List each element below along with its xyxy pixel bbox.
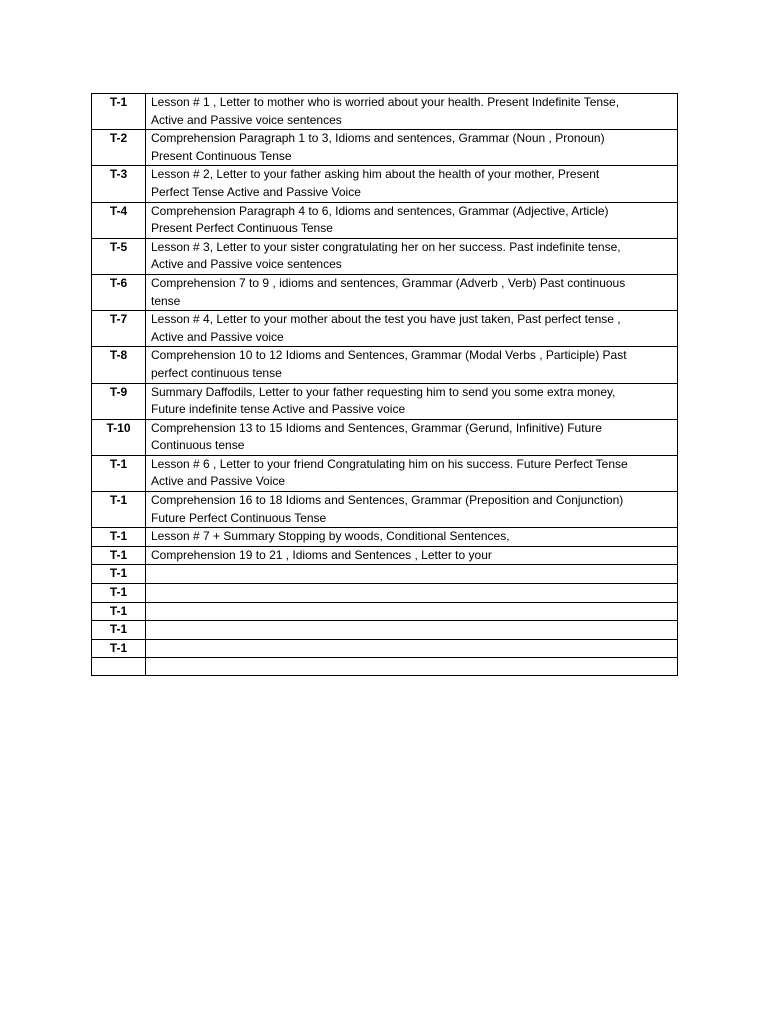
test-code-cell: T-1 bbox=[92, 584, 146, 603]
topic-cell bbox=[146, 584, 678, 603]
topic-line: Comprehension 7 to 9 , idioms and sentences, Grammar (Adverb , Verb) Past continuous bbox=[151, 275, 626, 290]
topic-cell bbox=[146, 419, 678, 455]
table-row bbox=[92, 602, 678, 621]
test-code-cell: T-1 bbox=[92, 94, 146, 130]
table-row bbox=[92, 528, 678, 547]
topic-line: Future Perfect Continuous Tense bbox=[151, 510, 327, 525]
test-code-cell: T-5 bbox=[92, 238, 146, 274]
topic-line: perfect continuous tense bbox=[151, 365, 282, 380]
table-row bbox=[92, 419, 678, 455]
test-code-cell: T-6 bbox=[92, 274, 146, 310]
lesson-schedule-table bbox=[91, 93, 678, 676]
test-code-cell: T-10 bbox=[92, 419, 146, 455]
topic-cell bbox=[146, 621, 678, 640]
topic-cell bbox=[146, 455, 678, 491]
test-code-cell: T-1 bbox=[92, 492, 146, 528]
table-row bbox=[92, 166, 678, 202]
topic-line: Active and Passive voice sentences bbox=[151, 112, 342, 127]
table-row bbox=[92, 658, 678, 676]
test-code-cell: T-1 bbox=[92, 602, 146, 621]
topic-line: tense bbox=[151, 293, 181, 308]
table-row bbox=[92, 455, 678, 491]
topic-cell bbox=[146, 130, 678, 166]
test-code-cell: T-1 bbox=[92, 546, 146, 565]
topic-cell bbox=[146, 602, 678, 621]
test-code-cell: T-9 bbox=[92, 383, 146, 419]
table-row bbox=[92, 202, 678, 238]
topic-line: Present Perfect Continuous Tense bbox=[151, 221, 333, 236]
topic-cell bbox=[146, 166, 678, 202]
table-row bbox=[92, 639, 678, 658]
table-row bbox=[92, 546, 678, 565]
table-row bbox=[92, 274, 678, 310]
topic-cell bbox=[146, 94, 678, 130]
topic-line: Active and Passive voice bbox=[151, 329, 284, 344]
topic-line: Present Continuous Tense bbox=[151, 148, 292, 163]
topic-line: Active and Passive voice sentences bbox=[151, 257, 342, 272]
table-row bbox=[92, 311, 678, 347]
test-code-cell bbox=[92, 658, 146, 676]
topic-cell bbox=[146, 639, 678, 658]
table-row bbox=[92, 584, 678, 603]
test-code-cell: T-8 bbox=[92, 347, 146, 383]
test-code-cell: T-1 bbox=[92, 528, 146, 547]
table-row bbox=[92, 238, 678, 274]
test-code-cell: T-1 bbox=[92, 621, 146, 640]
topic-line: Lesson # 1 , Letter to mother who is worried about your health. Present Indefinite Tense, bbox=[151, 95, 620, 109]
topic-cell bbox=[146, 274, 678, 310]
schedule-table-body bbox=[92, 94, 678, 676]
table-row bbox=[92, 94, 678, 130]
test-code-cell: T-4 bbox=[92, 202, 146, 238]
topic-cell bbox=[146, 528, 678, 547]
test-code-cell: T-1 bbox=[92, 639, 146, 658]
topic-line: Comprehension 16 to 18 Idioms and Sentences, Grammar (Preposition and Conjunction) bbox=[151, 493, 624, 508]
topic-line: Lesson # 3, Letter to your sister congratulating her on her success. Past indefinite tense, bbox=[151, 239, 621, 254]
table-row bbox=[92, 621, 678, 640]
topic-line: Comprehension Paragraph 1 to 3, Idioms and sentences, Grammar (Noun , Pronoun) bbox=[151, 131, 605, 146]
table-row bbox=[92, 565, 678, 584]
topic-line: Perfect Tense Active and Passive Voice bbox=[151, 184, 361, 199]
topic-cell bbox=[146, 565, 678, 584]
test-code-cell: T-2 bbox=[92, 130, 146, 166]
test-code-cell: T-1 bbox=[92, 455, 146, 491]
topic-cell bbox=[146, 202, 678, 238]
topic-line: Comprehension Paragraph 4 to 6, Idioms and sentences, Grammar (Adjective, Article) bbox=[151, 203, 609, 218]
topic-line: Comprehension 13 to 15 Idioms and Sentences, Grammar (Gerund, Infinitive) Future bbox=[151, 420, 602, 435]
topic-cell bbox=[146, 546, 678, 565]
topic-cell bbox=[146, 347, 678, 383]
topic-line: Summary Daffodils, Letter to your father requesting him to send you some extra money, bbox=[151, 384, 616, 399]
topic-line: Active and Passive Voice bbox=[151, 474, 286, 489]
table-row bbox=[92, 347, 678, 383]
table-row bbox=[92, 383, 678, 419]
topic-line: Lesson # 4, Letter to your mother about the test you have just taken, Past perfect tense , bbox=[151, 312, 621, 327]
topic-cell bbox=[146, 383, 678, 419]
topic-cell bbox=[146, 238, 678, 274]
topic-line: Future indefinite tense Active and Passive voice bbox=[151, 402, 406, 417]
topic-line: Lesson # 7 + Summary Stopping by woods, Conditional Sentences, bbox=[151, 529, 510, 544]
table-row bbox=[92, 130, 678, 166]
topic-line: Lesson # 6 , Letter to your friend Congratulating him on his success. Future Perfect Tense bbox=[151, 456, 628, 471]
topic-cell bbox=[146, 311, 678, 347]
topic-line: Continuous tense bbox=[151, 438, 245, 453]
test-code-cell: T-1 bbox=[92, 565, 146, 584]
topic-line: Comprehension 10 to 12 Idioms and Sentences, Grammar (Modal Verbs , Participle) Past bbox=[151, 348, 627, 363]
topic-line: Lesson # 2, Letter to your father asking him about the health of your mother, Present bbox=[151, 167, 600, 182]
table-row bbox=[92, 492, 678, 528]
topic-cell bbox=[146, 492, 678, 528]
test-code-cell: T-7 bbox=[92, 311, 146, 347]
topic-line: Comprehension 19 to 21 , Idioms and Sentences , Letter to your bbox=[151, 547, 492, 562]
test-code-cell: T-3 bbox=[92, 166, 146, 202]
topic-cell bbox=[146, 658, 678, 676]
